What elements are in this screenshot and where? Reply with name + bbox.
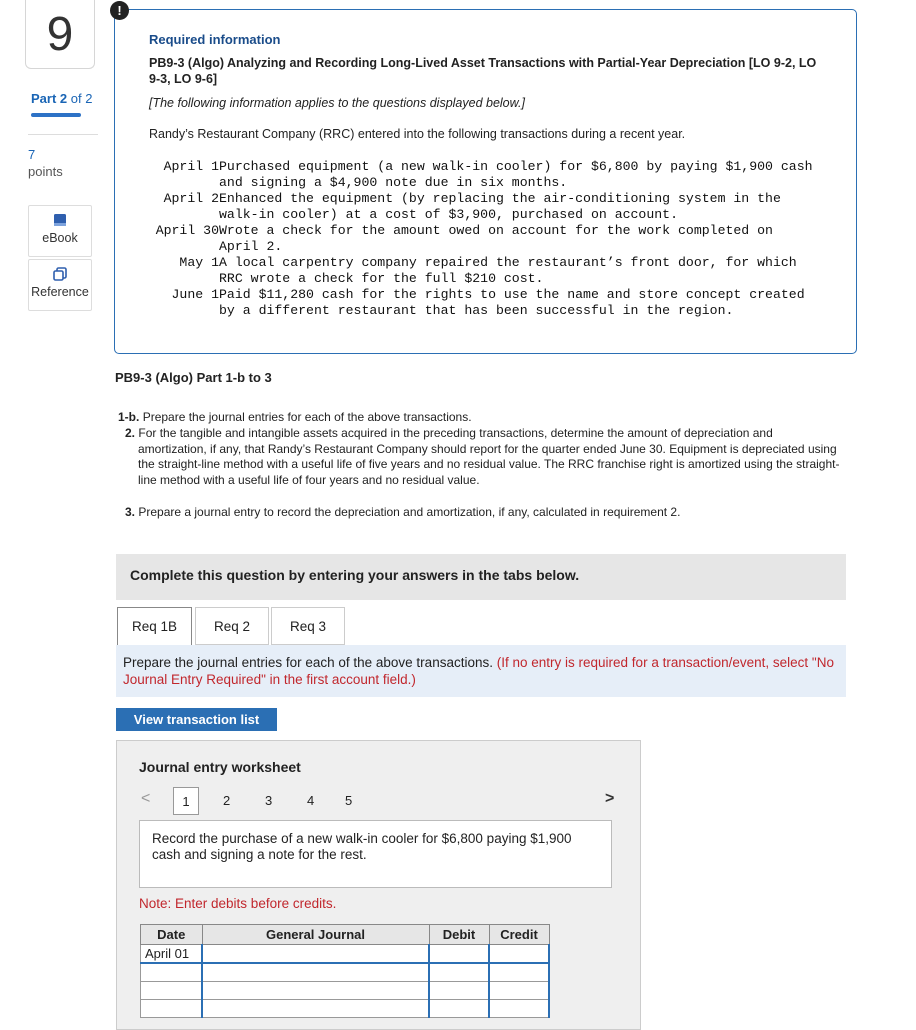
- transaction-text: A local carpentry company repaired the restaurant’s front door, for which RRC wrote a check for the full $210 cost.: [219, 255, 805, 286]
- debits-credits-note: Note: Enter debits before credits.: [139, 896, 337, 911]
- reference-button[interactable]: [28, 259, 92, 311]
- entry-page-4[interactable]: 4: [307, 792, 315, 808]
- requirement-text: Prepare a journal entry to record the depreciation and amortization, if any, calculated in requirement 2.: [138, 505, 681, 519]
- account-input[interactable]: [202, 1000, 429, 1018]
- transaction-date: April 30: [155, 223, 219, 238]
- date-cell[interactable]: [141, 963, 203, 982]
- table-row: [141, 1000, 550, 1018]
- transaction-date: April 1: [163, 159, 219, 174]
- table-row: [141, 982, 550, 1000]
- copy-icon: [53, 267, 67, 281]
- next-entry-button[interactable]: >: [605, 790, 615, 807]
- required-info-panel: [114, 9, 857, 354]
- transaction-text: Paid $11,280 cash for the rights to use the name and store concept created by a different restaurant that has been successful in the region.: [219, 287, 813, 318]
- column-header-general-journal: General Journal: [202, 925, 429, 945]
- ebook-button[interactable]: [28, 205, 92, 257]
- prev-entry-button[interactable]: <: [141, 790, 151, 807]
- requirement-number: 3.: [125, 505, 136, 519]
- credit-input[interactable]: [489, 982, 549, 1000]
- question-number: 9: [25, 0, 95, 69]
- account-input[interactable]: [202, 963, 429, 982]
- alert-icon: !: [110, 1, 129, 20]
- debit-input[interactable]: [429, 982, 489, 1000]
- transaction-text: Purchased equipment (a new walk-in cooler) for $6,800 by paying $1,900 cash and signing a $4,900 note due in six months.: [219, 159, 821, 190]
- part-progress-bar: [31, 113, 81, 117]
- date-cell[interactable]: [141, 982, 203, 1000]
- part-of: of 2: [70, 91, 93, 106]
- complete-question-banner: Complete this question by entering your answers in the tabs below.: [116, 554, 846, 600]
- debit-input[interactable]: [429, 945, 489, 964]
- part-label: Part: [31, 91, 57, 106]
- column-header-credit: Credit: [489, 925, 549, 945]
- requirement-text: For the tangible and intangible assets acquired in the preceding transactions, determine the amount of depreciation and amortization, if any, that Randy’s Restaurant Company should report for the quarter ended June 30. Equipment is depreciated using the straight-line method with a useful life of five years and no residual value. The RRC franchise right is amortized using the straight-line method with a useful life of four years and no residual value.: [138, 426, 840, 487]
- part-indicator: [31, 91, 92, 106]
- transaction-date: June 1: [171, 287, 219, 302]
- requirement-number: 1-b.: [118, 410, 140, 424]
- requirement-1b: [118, 410, 838, 426]
- instruction-hint: (If no entry is required for a transaction/event, select "No Journal Entry Required" in the first account field.): [123, 655, 834, 687]
- transaction-text: Wrote a check for the amount owed on account for the work completed on April 2.: [219, 223, 781, 254]
- column-header-date: Date: [141, 925, 203, 945]
- tab-instruction: [116, 645, 846, 697]
- ebook-label: eBook: [42, 231, 78, 245]
- entry-page-3[interactable]: 3: [265, 792, 273, 808]
- entry-page-5[interactable]: 5: [345, 792, 353, 808]
- entry-page-2[interactable]: 2: [223, 792, 231, 808]
- tab-req-1b[interactable]: Req 1B: [117, 607, 192, 645]
- transaction-date: May 1: [179, 255, 219, 270]
- rail-divider: [28, 134, 98, 135]
- points-value: 7: [28, 147, 36, 162]
- requirement-number: 2.: [125, 426, 136, 440]
- requirement-text: Prepare the journal entries for each of the above transactions.: [142, 410, 472, 424]
- tab-req-2[interactable]: Req 2: [195, 607, 269, 645]
- applies-note: [The following information applies to the questions displayed below.]: [149, 96, 525, 110]
- credit-input[interactable]: [489, 945, 549, 964]
- book-icon: [53, 213, 67, 227]
- journal-entry-worksheet: [116, 740, 641, 1030]
- part-current: 2: [59, 91, 68, 106]
- credit-input[interactable]: [489, 963, 549, 982]
- problem-subtitle: PB9-3 (Algo) Analyzing and Recording Long-Lived Asset Transactions with Partial-Year Depreciation [LO 9-2, LO 9-3, LO 9-6]: [149, 56, 817, 86]
- table-row: [141, 945, 550, 964]
- entry-page-1[interactable]: 1: [173, 787, 199, 815]
- reference-label: Reference: [31, 285, 89, 299]
- part-heading: PB9-3 (Algo) Part 1-b to 3: [115, 370, 272, 385]
- date-cell[interactable]: April 01: [141, 945, 203, 964]
- date-cell[interactable]: [141, 1000, 203, 1018]
- worksheet-title: Journal entry worksheet: [139, 759, 301, 775]
- debit-input[interactable]: [429, 963, 489, 982]
- entry-description: Record the purchase of a new walk-in cooler for $6,800 paying $1,900 cash and signing a note for the rest.: [139, 820, 612, 888]
- requirement-2: [125, 426, 840, 488]
- view-transaction-list-button[interactable]: View transaction list: [116, 708, 277, 731]
- account-input[interactable]: [202, 982, 429, 1000]
- column-header-debit: Debit: [429, 925, 489, 945]
- requirement-3: [125, 505, 840, 521]
- transaction-text: Enhanced the equipment (by replacing the air-conditioning system in the walk-in cooler) at a cost of $3,900, purchased on account.: [219, 191, 789, 222]
- table-row: [141, 963, 550, 982]
- journal-table: [140, 924, 550, 1018]
- required-info-title: Required information: [149, 32, 281, 47]
- points-label: points: [28, 164, 63, 179]
- transaction-date: April 2: [163, 191, 219, 206]
- credit-input[interactable]: [489, 1000, 549, 1018]
- account-input[interactable]: [202, 945, 429, 964]
- instruction-main: Prepare the journal entries for each of the above transactions.: [123, 655, 493, 670]
- problem-intro: Randy’s Restaurant Company (RRC) entered into the following transactions during a recent year.: [149, 127, 686, 141]
- debit-input[interactable]: [429, 1000, 489, 1018]
- tab-req-3[interactable]: Req 3: [271, 607, 345, 645]
